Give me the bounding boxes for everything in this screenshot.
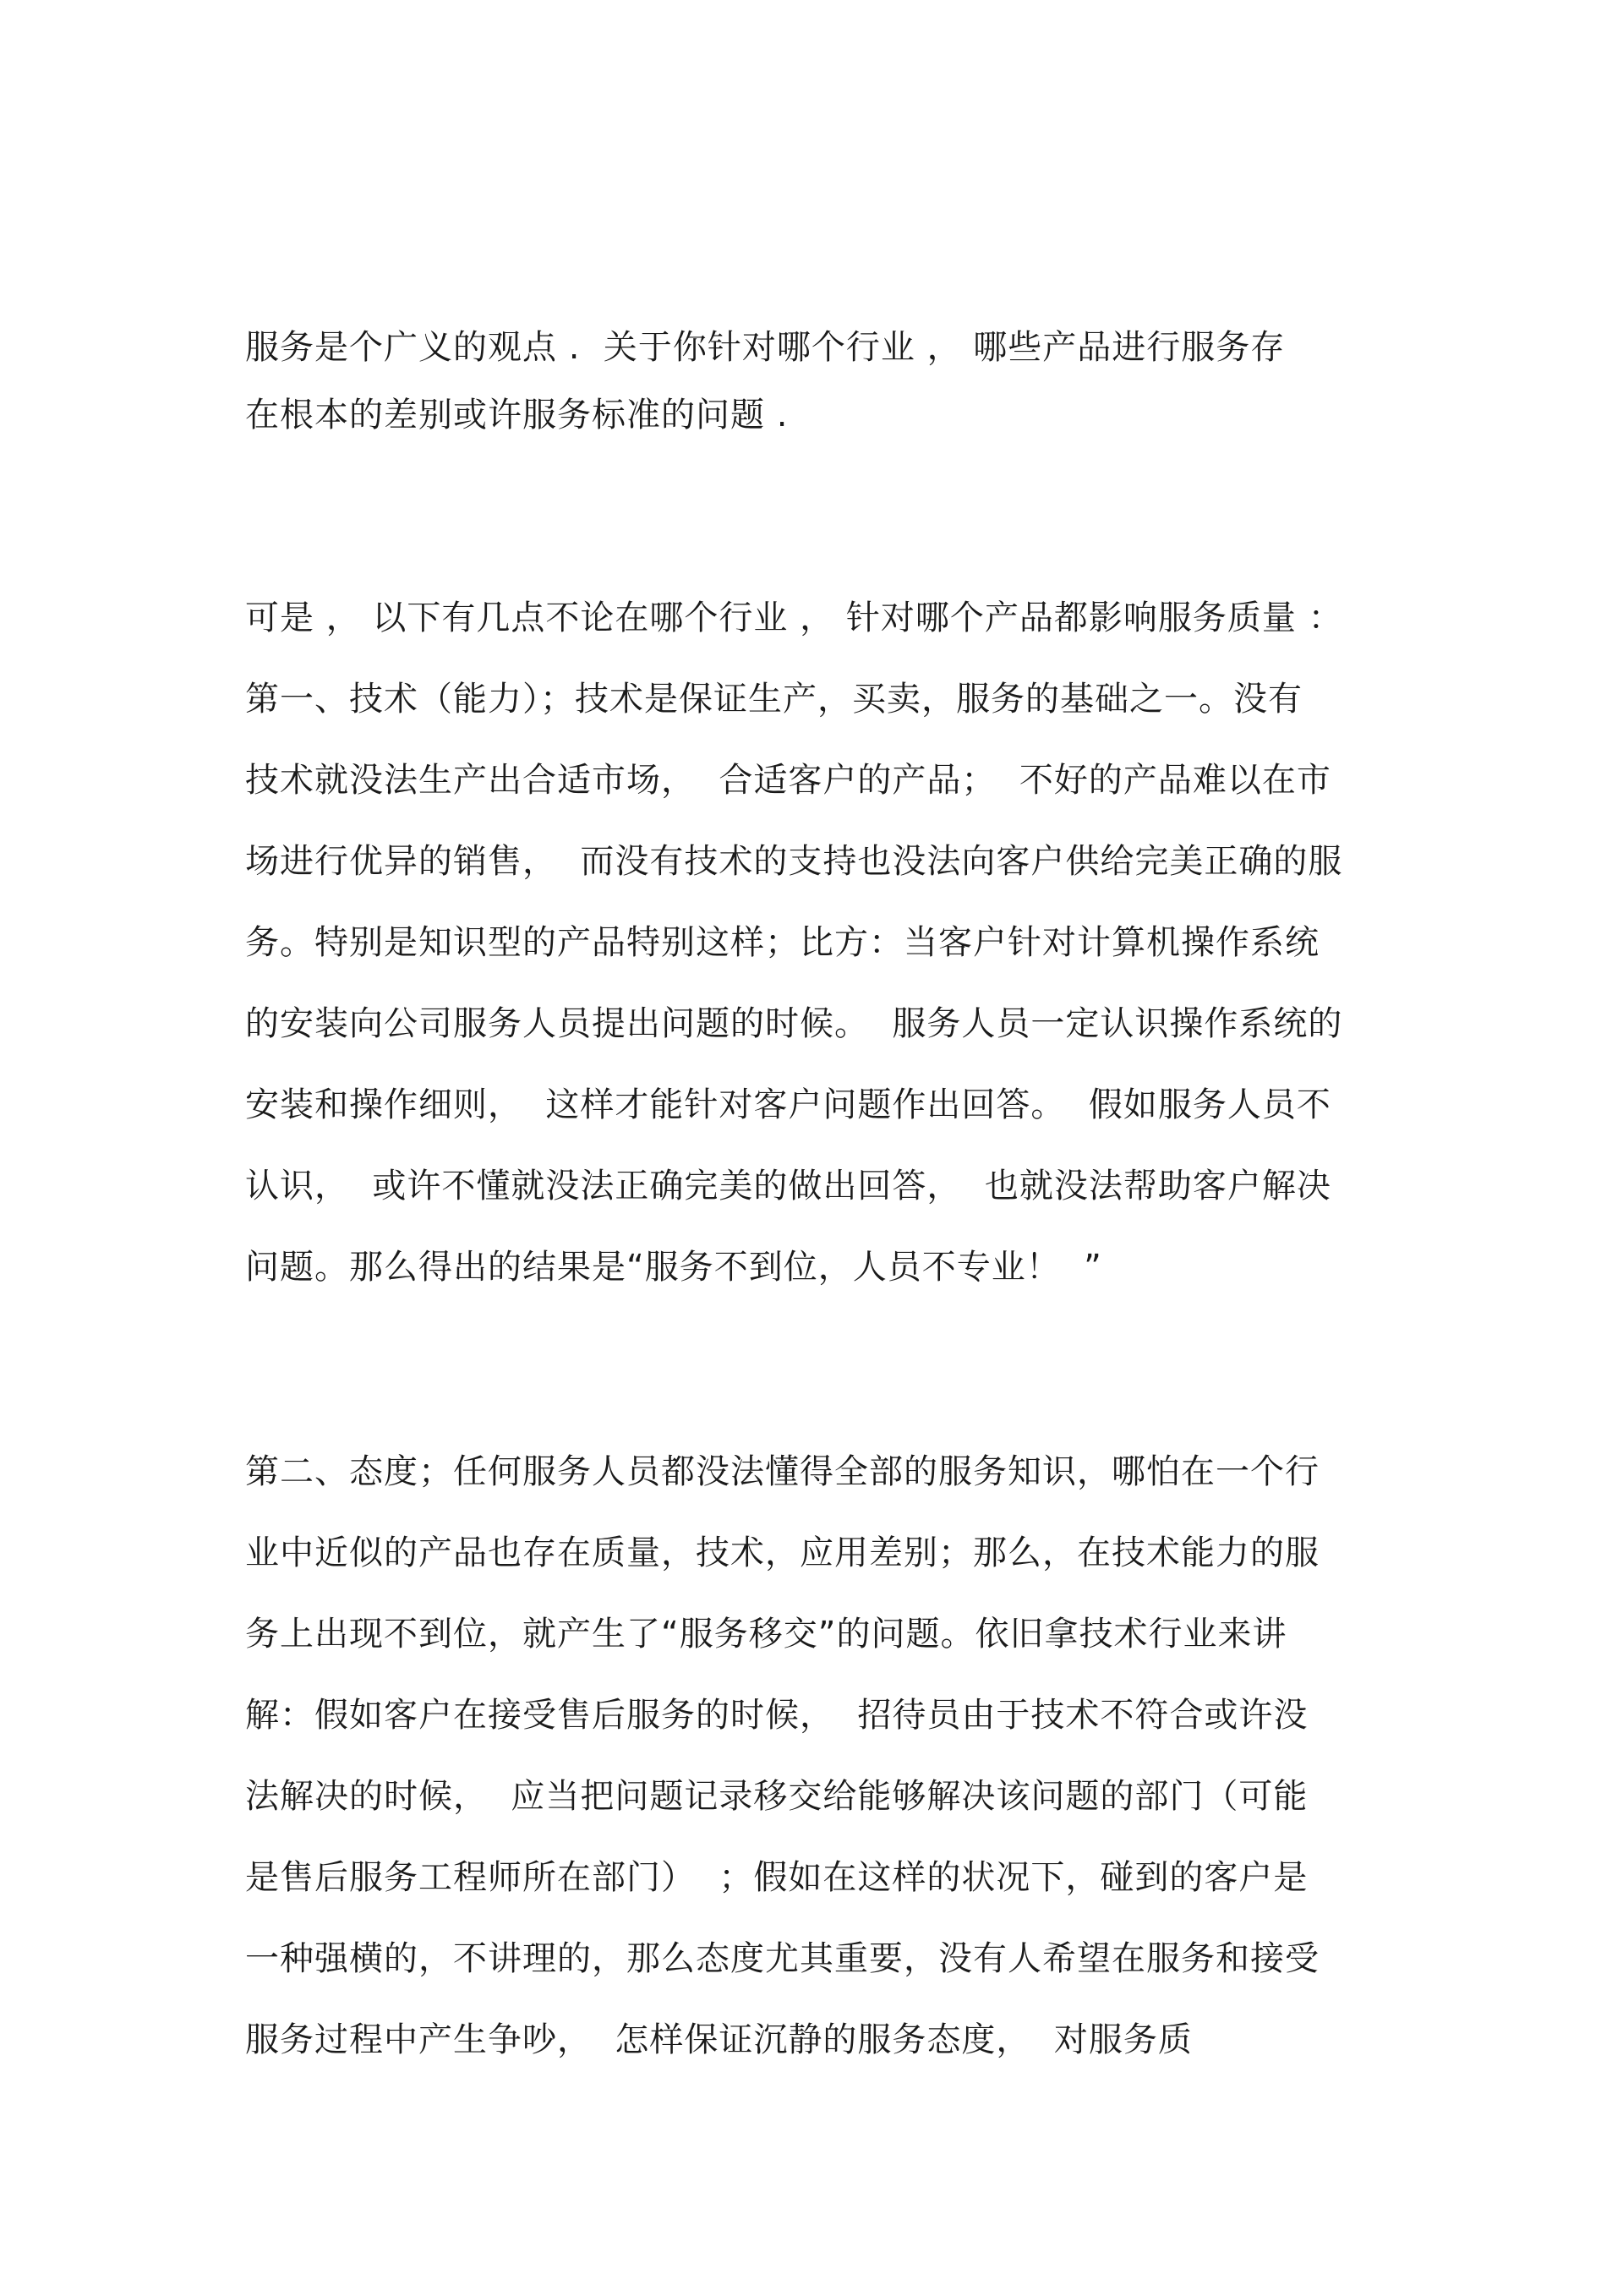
text-line: 在根本的差别或许服务标准的问题 . bbox=[245, 396, 789, 435]
text-line: 法解决的时候， 应当把问题记录移交给能够解决该问题的部门（可能 bbox=[245, 1777, 1309, 1816]
text-line: 是售后服务工程师所在部门） ；假如在这样的状况下，碰到的客户是 bbox=[245, 1858, 1309, 1897]
text-line: 第二、态度；任何服务人员都没法懂得全部的服务知识，哪怕在一个行 bbox=[245, 1452, 1320, 1491]
text-line: 安装和操作细则， 这样才能针对客户问题作出回答。 假如服务人员不 bbox=[245, 1085, 1331, 1124]
text-line: 服务过程中产生争吵， 怎样保证沉静的服务态度， 对服务质 bbox=[245, 2020, 1193, 2059]
text-line: 服务是个广义的观点 . 关于你针对哪个行业 ， 哪些产品进行服务存 bbox=[245, 328, 1286, 367]
text-line: 问题。那么得出的结果是“服务不到位，人员不专业！ ” bbox=[245, 1248, 1102, 1287]
text-line: 务。特别是知识型的产品特别这样；比方：当客户针对计算机操作系统 bbox=[245, 923, 1320, 962]
text-line: 可是 ， 以下有几点不论在哪个行业 ， 针对哪个产品都影响服务质量 ： bbox=[245, 599, 1343, 637]
text-line: 技术就没法生产出合适市场， 合适客户的产品； 不好的产品难以在市 bbox=[245, 761, 1331, 800]
text-line: 第一、技术（能力）；技术是保证生产，买卖，服务的基础之一。没有 bbox=[245, 680, 1303, 719]
text-line: 一种强横的，不讲理的，那么态度尤其重要，没有人希望在服务和接受 bbox=[245, 1939, 1320, 1978]
text-line: 解：假如客户在接受售后服务的时候， 招待员由于技术不符合或许没 bbox=[245, 1696, 1309, 1735]
text-line: 的安装向公司服务人员提出问题的时候。 服务人员一定认识操作系统的 bbox=[245, 1004, 1343, 1043]
text-line: 场进行优异的销售， 而没有技术的支持也没法向客户供给完美正确的服 bbox=[245, 842, 1343, 881]
text-line: 业中近似的产品也存在质量，技术，应用差别；那么，在技术能力的服 bbox=[245, 1533, 1320, 1572]
text-line: 务上出现不到位，就产生了“服务移交”的问题。依旧拿技术行业来讲 bbox=[245, 1615, 1287, 1654]
text-line: 认识， 或许不懂就没法正确完美的做出回答， 也就没法帮助客户解决 bbox=[245, 1167, 1331, 1205]
